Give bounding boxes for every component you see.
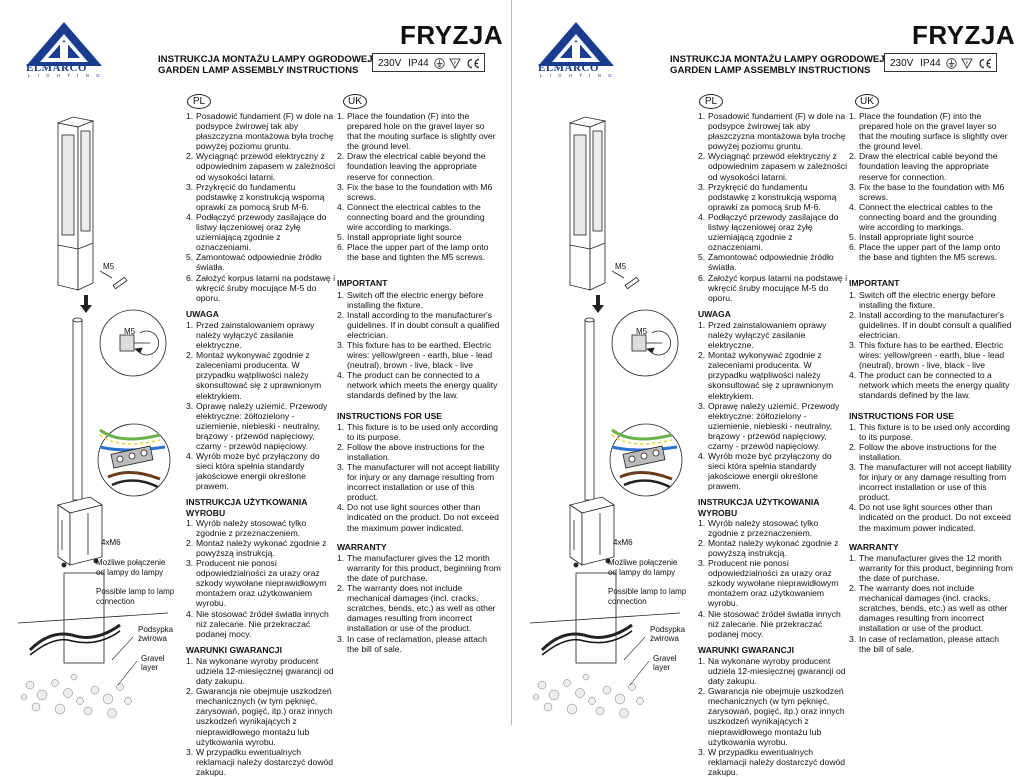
list-item: 3. Przykręcić do fundamentu podstawkę z konstrukcją wsporną oprawki za pomocą śrub M-6. (698, 181, 837, 212)
list-item: 3. The manufacturer will not accept liability for injury or any damage resulting from incorrect installation or use of this product. (849, 462, 1012, 503)
list-item: 3. Producent nie ponosi odpowiedzialności za urazy oraz szkody wywołane nieprawidłowym montażem oraz użytkowaniem wyrobu. (186, 558, 327, 609)
gravel-layer (21, 674, 132, 718)
list-item: 2. Draw the electrical cable beyond the foundation leaving the appropriate reserve for connection. (849, 151, 998, 182)
heading-gwarancja: WARUNKI GWARANCJI (186, 644, 282, 655)
list-item: 1. The manufacturer gives the 12 month warranty for this product, beginning from the date of purchase. (337, 552, 501, 583)
list-item: 4. Podłączyć przewody zasilające do listwy łączeniowej oraz żyłę uziemiającą zgodnie z oznaczeniami. (698, 211, 839, 253)
list-item: 1. Posadowić fundament (F) w dole na podsypce żwirowej tak aby płaszczyzna montażowa była trochę powyżej poziomu gruntu. (698, 111, 846, 152)
list-item: 2. Montaż wykonywać zgodnie z zaleceniami producenta. W przypadku wątpliwości należy skonsultować się z uprawnionym elektrykiem. (698, 350, 834, 401)
terminal-block-detail (610, 424, 682, 496)
list-item: 2. Gwarancja nie obejmuje uszkodzeń mechanicznych (w tym pęknięć, zarysowań, pogięć, itp.) oraz innych uszkodzeń wynikających z nieprawidłowego montażu lub użytkowania wyrobu. (698, 686, 845, 747)
base (58, 497, 102, 567)
list-item: 4. Podłączyć przewody zasilające do listwy łączeniowej oraz żyłę uziemiającą zgodnie z oznaczeniami. (186, 211, 327, 253)
list-item: 2. Montaż należy wykonać zgodnie z powyższą instrukcją. (698, 537, 839, 558)
ip-rating: IP44 (920, 58, 941, 69)
label-possible-pl-2: od lampy do lampy (608, 568, 676, 577)
list-item: 3. W przypadku ewentualnych reklamacji należy dostarczyć dowód zakupu. (698, 746, 846, 777)
list-item: 3. In case of reclamation, please attach the bill of sale. (849, 633, 999, 654)
numbered-list (186, 111, 336, 303)
list-item: 3. W przypadku ewentualnych reklamacji należy dostarczyć dowód zakupu. (186, 746, 334, 777)
numbered-list (849, 422, 1013, 533)
list-item: 6. Place the upper part of the lamp onto the base and tighten the M5 screws. (337, 242, 489, 263)
english-column (849, 111, 1013, 654)
heading-warranty: WARRANTY (337, 541, 387, 552)
list-item: 4. Nie stosować źródeł światła innych niż zalecane. Nie przekraczać podanej mocy. (698, 608, 841, 639)
label-podsypka-1: Podsypka (650, 625, 686, 634)
label-gravel-2: layer (141, 663, 159, 672)
list-item: 6. Place the upper part of the lamp onto the base and tighten the M5 screws. (849, 242, 1001, 263)
list-item: 4. Do not use light sources other than indicated on the product. Do not exceed the maximum power indicated. (337, 502, 499, 533)
label-possible-pl-1: Możliwe połączenie (96, 558, 166, 567)
heading-use: INSTRUCTIONS FOR USE (849, 410, 955, 421)
brand-name: ELMARCO (538, 62, 599, 74)
list-item: 1. Wyrób należy stosować tylko zgodnie z przeznaczeniem. (698, 517, 819, 538)
heading-important: IMPORTANT (337, 278, 388, 289)
heading-uzytkowanie: INSTRUKCJA UŻYTKOWANIA WYROBU (186, 497, 308, 518)
list-item: 4. Connect the electrical cables to the connecting board and the grounding wire according to markings. (849, 201, 997, 233)
list-item: 5. Install appropriate light source (337, 232, 462, 243)
label-possible-en-2: connection (96, 597, 135, 606)
numbered-list (849, 111, 1013, 262)
list-item: 3. This fixture has to be earthed. Electric wires: yellow/green - earth, blue - lead (neutral), brown - live, black - live (849, 339, 1005, 371)
numbered-list (849, 553, 1013, 654)
label-podsypka-1: Podsypka (138, 625, 174, 634)
spec-box (372, 53, 485, 72)
list-item: 3. Oprawę należy uziemić. Przewody elektryczne: żółtozielony - uziemienie, niebieski - neutralny, brązowy - przewód napięciowy, czarny - przewód napięciowy. (186, 400, 328, 451)
lamp-body (570, 117, 605, 290)
list-item: 1. Na wykonane wyroby producent udziela 12-miesięcznej gwarancji od daty zakupu. (186, 655, 334, 687)
heading-important: IMPORTANT (849, 278, 900, 289)
numbered-list (698, 656, 848, 777)
list-item: 3. Fix the base to the foundation with M6 screws. (849, 181, 1005, 202)
list-item: 5. Install appropriate light source (849, 232, 974, 243)
polish-column (698, 111, 848, 777)
numbered-list (337, 553, 501, 654)
list-item: 3. Producent nie ponosi odpowiedzialności za urazy oraz szkody wywołane nieprawidłowym montażem oraz użytkowaniem wyrobu. (698, 558, 839, 609)
numbered-list (186, 320, 336, 492)
pl-tag: PL (187, 94, 211, 109)
list-item: 1. Posadowić fundament (F) w dole na podsypce żwirowej tak aby płaszczyzna montażowa była trochę powyżej poziomu gruntu. (186, 111, 334, 152)
label-podsypka-2: żwirowa (650, 634, 679, 643)
label-gravel-2: layer (653, 663, 671, 672)
list-item: 4. Nie stosować źródeł światła innych niż zalecane. Nie przekraczać podanej mocy. (186, 608, 329, 639)
voltage: 230V (890, 58, 914, 69)
list-item: 2. Install according to the manufacturer's guidelines. If in doubt consult a qualified electrician. (849, 309, 1012, 340)
ground-icon (946, 58, 957, 69)
voltage: 230V (378, 58, 402, 69)
terminal-block-detail (98, 424, 170, 496)
label-m5-top: M5 (615, 262, 627, 271)
title-pl: INSTRUKCJA MONTAŻU LAMPY OGRODOWEJ (670, 54, 885, 65)
heading-use: INSTRUCTIONS FOR USE (337, 410, 443, 421)
ground-icon (434, 58, 445, 69)
english-column (337, 111, 501, 654)
list-item: 1. Przed zainstalowaniem oprawy należy wyłączyć zasilanie elektryczne. (186, 319, 315, 351)
ce-mark-icon (978, 58, 992, 69)
numbered-list (849, 290, 1013, 401)
lamp-body (58, 117, 93, 290)
list-item: 5. Zamontować odpowiednie źródło światła. (698, 252, 834, 273)
svg-text:F: F (454, 59, 457, 65)
list-item: 2. Wyciągnąć przewód elektryczny z odpowiednim zapasem w zależności od wysokości latarni. (698, 151, 848, 182)
list-item: 3. This fixture has to be earthed. Electric wires: yellow/green - earth, blue - lead (neutral), brown - live, black - live (337, 339, 493, 371)
list-item: 1. Wyrób należy stosować tylko zgodnie z przeznaczeniem. (186, 517, 307, 538)
list-item: 1. Place the foundation (F) into the prepared hole on the gravel layer so that the mouting surface is slightly over the ground level. (849, 111, 1008, 152)
title-en: GARDEN LAMP ASSEMBLY INSTRUCTIONS (158, 65, 359, 76)
numbered-list (186, 656, 336, 777)
numbered-list (337, 111, 501, 262)
list-item: 1. This fixture is to be used only according to its purpose. (849, 421, 1010, 442)
list-item: 6. Założyć korpus latarni na podstawę i wkręcić śruby mocujące M-5 do oporu. (698, 272, 848, 303)
list-item: 1. The manufacturer gives the 12 month warranty for this product, beginning from the date of purchase. (849, 552, 1013, 583)
heading-warranty: WARRANTY (849, 541, 899, 552)
label-possible-pl-2: od lampy do lampy (96, 568, 164, 577)
numbered-list (337, 290, 501, 401)
class-icon (449, 58, 461, 69)
label-possible-pl-1: Możliwe połączenie (608, 558, 678, 567)
label-possible-en-2: connection (608, 597, 647, 606)
title-en: GARDEN LAMP ASSEMBLY INSTRUCTIONS (670, 65, 871, 76)
list-item: 2. The warranty does not include mechanical damages (incl. cracks, scratches, bends, etc.) as well as other damages resulting from incorrect installation or use of the product. (849, 583, 1008, 634)
list-item: 1. Na wykonane wyroby producent udziela 12-miesięcznej gwarancji od daty zakupu. (698, 655, 846, 687)
base (570, 497, 614, 567)
list-item: 2. Montaż wykonywać zgodnie z zaleceniami producenta. W przypadku wątpliwości należy skonsultować się z uprawnionym elektrykiem. (186, 350, 322, 401)
list-item: 3. Fix the base to the foundation with M6 screws. (337, 181, 493, 202)
list-item: 5. Zamontować odpowiednie źródło światła. (186, 252, 322, 273)
list-item: 2. Follow the above instructions for the installation. (337, 441, 485, 462)
list-item: 1. This fixture is to be used only according to its purpose. (337, 421, 498, 442)
list-item: 2. Draw the electrical cable beyond the foundation leaving the appropriate reserve for connection. (337, 151, 486, 182)
polish-column (186, 111, 336, 777)
list-item: 3. The manufacturer will not accept liability for injury or any damage resulting from incorrect installation or use of this product. (337, 462, 500, 503)
ce-mark-icon (466, 58, 480, 69)
list-item: 2. Gwarancja nie obejmuje uszkodzeń mechanicznych (w tym pęknięć, zarysowań, pogięć, itp.) oraz innych uszkodzeń wynikających z nieprawidłowego montażu lub użytkowania wyrobu. (186, 686, 333, 747)
numbered-list (698, 320, 848, 492)
m5-detail (100, 310, 166, 376)
list-item: 1. Place the foundation (F) into the prepared hole on the gravel layer so that the mouting surface is slightly over the ground level. (337, 111, 496, 152)
numbered-list (698, 111, 848, 303)
label-podsypka-2: żwirowa (138, 634, 167, 643)
product-name: FRYZJA (912, 20, 1016, 50)
arrow-down-icon (80, 295, 92, 313)
m5-screw-icon (612, 271, 639, 289)
list-item: 2. Montaż należy wykonać zgodnie z powyższą instrukcją. (186, 537, 327, 558)
numbered-list (698, 518, 848, 639)
product-name: FRYZJA (400, 20, 504, 50)
label-screws: 4xM6 (101, 538, 121, 547)
label-m5-detail: M5 (636, 327, 648, 336)
title-pl: INSTRUKCJA MONTAŻU LAMPY OGRODOWEJ (158, 54, 373, 65)
class-icon (961, 58, 973, 69)
label-m5-detail: M5 (124, 327, 136, 336)
list-item: 2. Follow the above instructions for the installation. (849, 441, 997, 462)
list-item: 4. Wyrób może być przyłączony do sieci która spełnia standardy jakościowe energii określone prawem. (698, 451, 832, 492)
list-item: 3. In case of reclamation, please attach the bill of sale. (337, 633, 487, 654)
list-item: 1. Switch off the electric energy before installing the fixture. (849, 289, 996, 310)
label-possible-en-1: Possible lamp to lamp (608, 587, 687, 596)
brand-name: ELMARCO (26, 62, 87, 74)
list-item: 3. Przykręcić do fundamentu podstawkę z konstrukcją wsporną oprawki za pomocą śrub M-6. (186, 181, 325, 212)
list-item: 4. Do not use light sources other than indicated on the product. Do not exceed the maximum power indicated. (849, 502, 1011, 533)
list-item: 2. Wyciągnąć przewód elektryczny z odpowiednim zapasem w zależności od wysokości latarni. (186, 151, 336, 182)
svg-text:F: F (966, 59, 969, 65)
page-right (512, 0, 1024, 777)
pole (73, 318, 82, 500)
heading-uwaga: UWAGA (698, 308, 731, 319)
heading-gwarancja: WARUNKI GWARANCJI (698, 644, 794, 655)
arrow-down-icon (592, 295, 604, 313)
brand-sub: L I G H T I N G (28, 73, 103, 78)
m5-screw-icon (100, 271, 127, 289)
label-screws: 4xM6 (613, 538, 633, 547)
list-item: 2. The warranty does not include mechanical damages (incl. cracks, scratches, bends, etc.) as well as other damages resulting from incorrect installation or use of the product. (337, 583, 496, 634)
list-item: 6. Założyć korpus latarni na podstawę i wkręcić śruby mocujące M-5 do oporu. (186, 272, 336, 303)
label-gravel-1: Gravel (141, 654, 165, 663)
list-item: 1. Przed zainstalowaniem oprawy należy wyłączyć zasilanie elektryczne. (698, 319, 827, 351)
label-gravel-1: Gravel (653, 654, 677, 663)
list-item: 4. Connect the electrical cables to the connecting board and the grounding wire according to markings. (337, 201, 485, 233)
list-item: 2. Install according to the manufacturer's guidelines. If in doubt consult a qualified electrician. (337, 309, 500, 340)
numbered-list (337, 422, 501, 533)
list-item: 4. The product can be connected to a network which meets the energy quality standards defined by the law. (849, 370, 1010, 401)
label-possible-en-1: Possible lamp to lamp (96, 587, 175, 596)
m5-detail (612, 310, 678, 376)
list-item: 3. Oprawę należy uziemić. Przewody elektryczne: żółtozielony - uziemienie, niebieski - neutralny, brązowy - przewód napięciowy, czarny - przewód napięciowy. (698, 400, 840, 451)
heading-uzytkowanie: INSTRUKCJA UŻYTKOWANIA WYROBU (698, 497, 820, 518)
ip-rating: IP44 (408, 58, 429, 69)
uk-tag: UK (855, 94, 879, 109)
list-item: 4. The product can be connected to a network which meets the energy quality standards defined by the law. (337, 370, 498, 401)
pole (585, 318, 594, 500)
pl-tag: PL (699, 94, 723, 109)
uk-tag: UK (343, 94, 367, 109)
heading-uwaga: UWAGA (186, 308, 219, 319)
numbered-list (186, 518, 336, 639)
brand-sub: L I G H T I N G (540, 73, 615, 78)
spec-box (884, 53, 997, 72)
gravel-layer (533, 674, 644, 718)
list-item: 4. Wyrób może być przyłączony do sieci która spełnia standardy jakościowe energii określone prawem. (186, 451, 320, 492)
label-m5-top: M5 (103, 262, 115, 271)
list-item: 1. Switch off the electric energy before installing the fixture. (337, 289, 484, 310)
